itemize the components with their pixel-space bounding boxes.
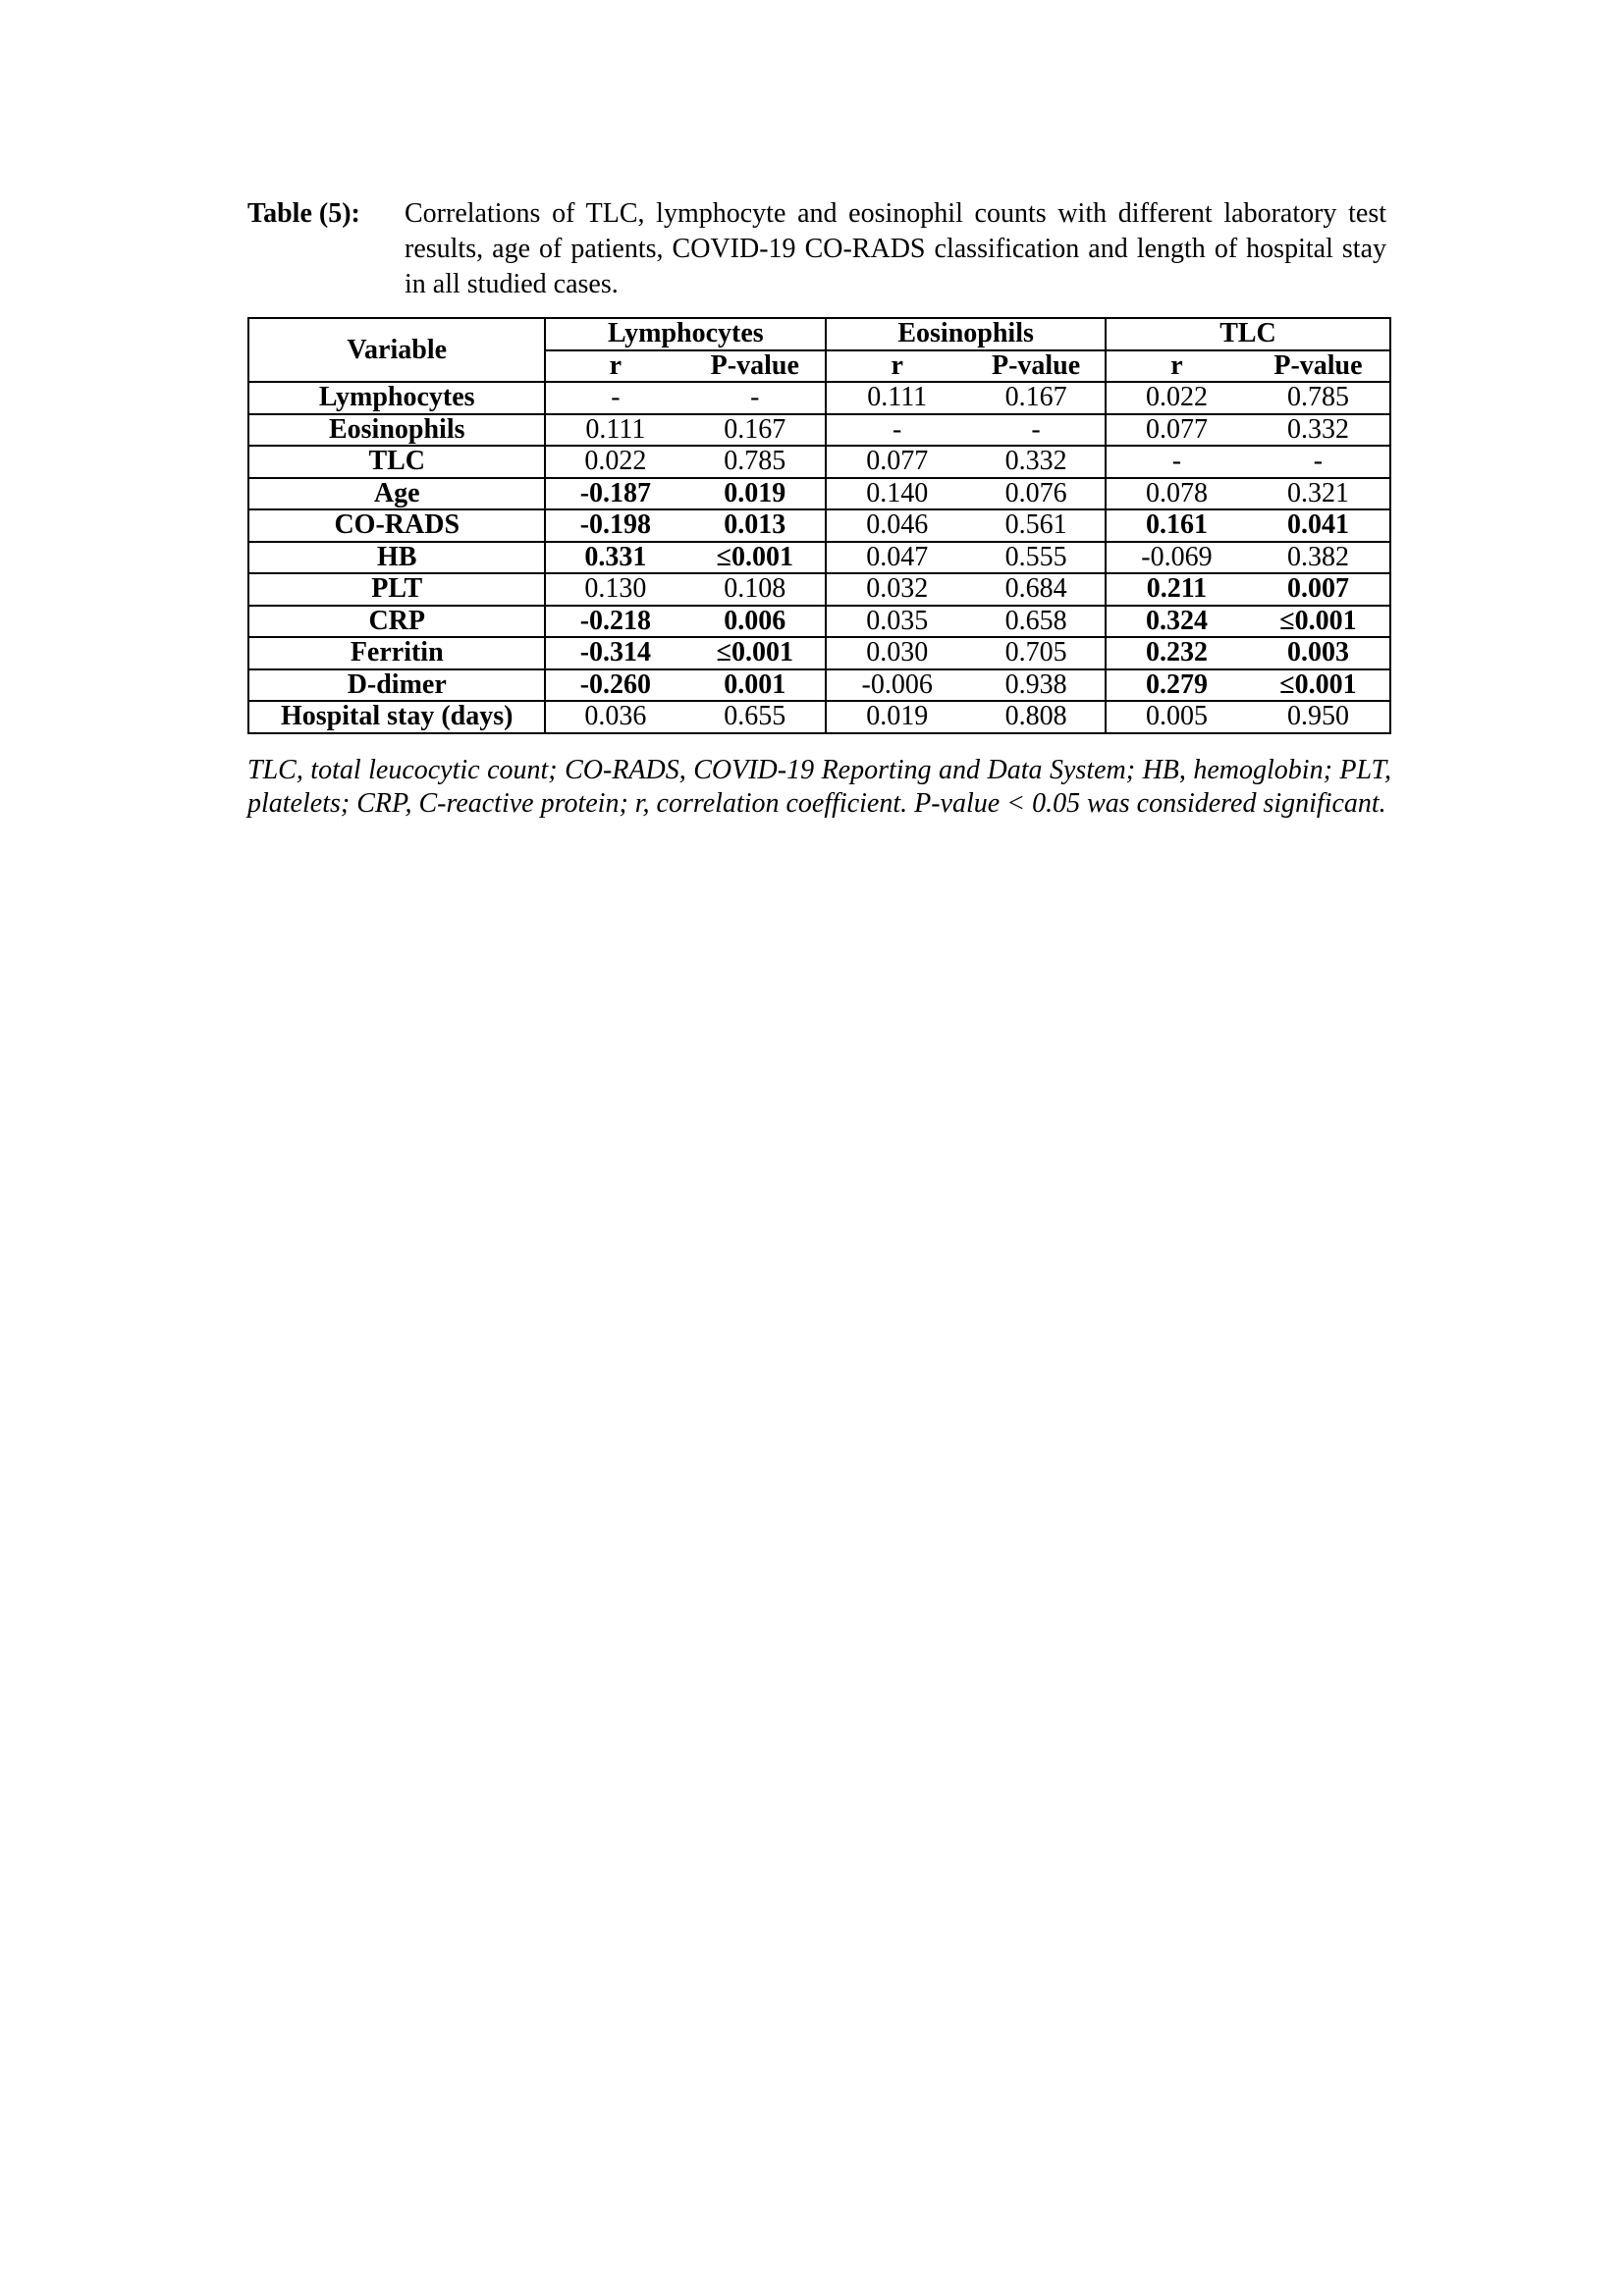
table-cell: 0.232 [1106, 637, 1247, 669]
table-footnote: TLC, total leucocytic count; CO-RADS, COVID-19 Reporting and Data System; HB, hemoglobin; PLT, platelets; CRP, C-reactive protein; r, correlation coefficient. P-value < 0.05 was considered significant. [247, 755, 1391, 819]
table-cell: 0.046 [826, 509, 967, 542]
row-variable: Hospital stay (days) [248, 701, 545, 733]
table-cell: 0.279 [1106, 669, 1247, 702]
table-cell: 0.561 [967, 509, 1106, 542]
table-cell: - [1106, 446, 1247, 478]
table-cell: 0.785 [1247, 382, 1390, 414]
table-cell: 0.108 [684, 573, 826, 606]
table-cell: 0.030 [826, 637, 967, 669]
table-cell: 0.331 [545, 542, 684, 574]
table-cell: -0.198 [545, 509, 684, 542]
table-cell: 0.321 [1247, 478, 1390, 510]
table-cell: 0.324 [1106, 606, 1247, 638]
table-cell: -0.006 [826, 669, 967, 702]
group-header-eosinophils: Eosinophils [826, 318, 1106, 350]
table-cell: 0.655 [684, 701, 826, 733]
table-cell: - [545, 382, 684, 414]
table-cell: ≤0.001 [684, 637, 826, 669]
table-cell: 0.078 [1106, 478, 1247, 510]
table-cell: 0.161 [1106, 509, 1247, 542]
table-cell: 0.211 [1106, 573, 1247, 606]
row-variable: Eosinophils [248, 414, 545, 447]
table-cell: 0.684 [967, 573, 1106, 606]
table-cell: -0.260 [545, 669, 684, 702]
table-cell: ≤0.001 [684, 542, 826, 574]
table-cell: 0.047 [826, 542, 967, 574]
table-caption [247, 196, 1386, 302]
table-row [248, 509, 1390, 542]
sub-header-r: r [545, 350, 684, 383]
row-variable: CO-RADS [248, 509, 545, 542]
table-cell: 0.950 [1247, 701, 1390, 733]
sub-header-p-value: P-value [684, 350, 826, 383]
row-variable: PLT [248, 573, 545, 606]
table-cell: 0.658 [967, 606, 1106, 638]
sub-header-r: r [826, 350, 967, 383]
row-variable: Lymphocytes [248, 382, 545, 414]
group-header-lymphocytes: Lymphocytes [545, 318, 826, 350]
table-row [248, 637, 1390, 669]
table-cell: 0.007 [1247, 573, 1390, 606]
table-cell: 0.035 [826, 606, 967, 638]
table-cell: -0.314 [545, 637, 684, 669]
table-row [248, 478, 1390, 510]
table-cell: 0.167 [684, 414, 826, 447]
table-caption-text: Correlations of TLC, lymphocyte and eosinophil counts with different laboratory test results, age of patients, COVID-19 CO-RADS classification and length of hospital stay in all studied cases. [405, 198, 1386, 299]
sub-header-p-value: P-value [1247, 350, 1390, 383]
row-variable: Age [248, 478, 545, 510]
table-row [248, 382, 1390, 414]
table-cell: 0.140 [826, 478, 967, 510]
table-cell: 0.022 [545, 446, 684, 478]
table-cell: 0.036 [545, 701, 684, 733]
table-cell: 0.332 [1247, 414, 1390, 447]
table-cell: 0.111 [545, 414, 684, 447]
row-variable: HB [248, 542, 545, 574]
table-cell: ≤0.001 [1247, 669, 1390, 702]
row-variable: D-dimer [248, 669, 545, 702]
table-cell: 0.167 [967, 382, 1106, 414]
group-header-tlc: TLC [1106, 318, 1390, 350]
table-cell: 0.785 [684, 446, 826, 478]
table-cell: 0.938 [967, 669, 1106, 702]
row-variable: Ferritin [248, 637, 545, 669]
table-cell: 0.006 [684, 606, 826, 638]
table-cell: 0.013 [684, 509, 826, 542]
table-cell: 0.019 [684, 478, 826, 510]
table-cell: 0.077 [826, 446, 967, 478]
table-cell: 0.001 [684, 669, 826, 702]
table-cell: - [967, 414, 1106, 447]
sub-header-p-value: P-value [967, 350, 1106, 383]
table-cell: 0.130 [545, 573, 684, 606]
table-row [248, 701, 1390, 733]
row-variable: CRP [248, 606, 545, 638]
table-cell: 0.005 [1106, 701, 1247, 733]
table-cell: 0.003 [1247, 637, 1390, 669]
table-row [248, 414, 1390, 447]
table-cell: -0.069 [1106, 542, 1247, 574]
table-row [248, 606, 1390, 638]
variable-header: Variable [248, 318, 545, 382]
table-cell: 0.382 [1247, 542, 1390, 574]
table-row [248, 669, 1390, 702]
table-cell: 0.077 [1106, 414, 1247, 447]
table-cell: - [684, 382, 826, 414]
table-row [248, 446, 1390, 478]
correlation-table [247, 317, 1391, 734]
table-cell: -0.218 [545, 606, 684, 638]
table-cell: 0.076 [967, 478, 1106, 510]
table-cell: 0.332 [967, 446, 1106, 478]
table-cell: 0.019 [826, 701, 967, 733]
table-cell: - [826, 414, 967, 447]
table-cell: 0.111 [826, 382, 967, 414]
row-variable: TLC [248, 446, 545, 478]
table-cell: 0.808 [967, 701, 1106, 733]
table-cell: 0.022 [1106, 382, 1247, 414]
table-row [248, 542, 1390, 574]
table-cell: -0.187 [545, 478, 684, 510]
sub-header-r: r [1106, 350, 1247, 383]
table-cell: 0.555 [967, 542, 1106, 574]
group-header-row [248, 318, 1390, 350]
table-row [248, 573, 1390, 606]
table-cell: 0.041 [1247, 509, 1390, 542]
table-cell: 0.705 [967, 637, 1106, 669]
table-cell: - [1247, 446, 1390, 478]
table-cell: 0.032 [826, 573, 967, 606]
table-cell: ≤0.001 [1247, 606, 1390, 638]
table-label: Table (5): [247, 198, 360, 229]
